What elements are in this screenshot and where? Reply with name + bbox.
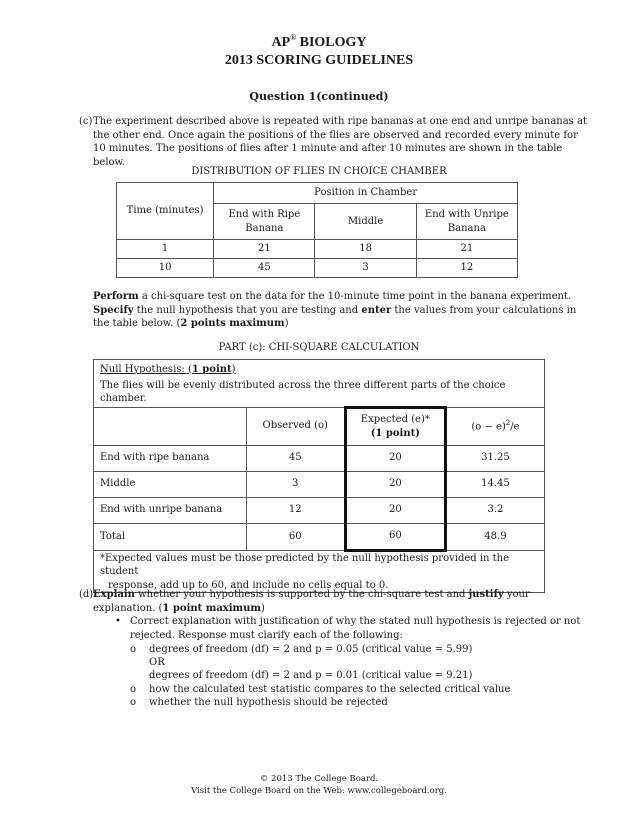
d-points: 1 point maximum: [162, 602, 261, 614]
col-chi: [445, 407, 544, 445]
table2-caption: PART (c): CHI-SQUARE CALCULATION: [218, 342, 420, 353]
explain-text: whether your hypothesis is supported by the chi-square test and: [134, 589, 469, 600]
col-middle: Middle: [315, 204, 416, 240]
d-close: ): [261, 602, 265, 614]
observed-cell: 3: [246, 471, 345, 497]
table-row: [94, 497, 545, 523]
chi-cell: 14.45: [445, 471, 544, 497]
justify-word: justify: [468, 589, 504, 600]
explain-word: Explain: [93, 589, 135, 600]
col-observed: Observed (o): [246, 407, 345, 445]
col-unripe: End with Unripe Banana: [416, 204, 517, 240]
expected-cell: 20: [345, 497, 445, 523]
justify-text: your: [503, 589, 530, 600]
table-row: [94, 523, 545, 550]
null-close: ): [231, 363, 236, 375]
sub1-line2: degrees of freedom (df) = 2 and p = 0.01 (critical value = 9.21): [149, 670, 473, 681]
sub1-or: OR: [149, 657, 165, 668]
observed-cell: 45: [246, 445, 345, 471]
specify-text: the null hypothesis that you are testing and: [133, 304, 362, 316]
bullet-line2: rejected. Response must clarify each of the following:: [130, 630, 403, 641]
part-d-text: [93, 588, 588, 615]
value-cell: 3: [315, 259, 416, 278]
title-prefix: AP: [271, 35, 291, 50]
expected-points: (1 point): [370, 427, 420, 439]
table-row: [117, 240, 518, 259]
chi-tail: /e: [510, 420, 520, 432]
expected-cell: 20: [345, 445, 445, 471]
null-hypothesis-label: [94, 360, 545, 379]
chi-cell: 3.2: [445, 497, 544, 523]
footnote: [94, 550, 545, 593]
sub-mark: o: [130, 684, 137, 695]
table1-caption: DISTRIBUTION OF FLIES IN CHOICE CHAMBER: [191, 166, 447, 177]
perform-text: a chi-square test on the data for the 10-minute time point in the banana experiment.: [138, 291, 572, 302]
close-paren: ): [284, 318, 289, 329]
sub-mark: o: [130, 697, 137, 708]
value-cell: 45: [214, 259, 315, 278]
row-label: Total: [94, 523, 247, 550]
footer-website: Visit the College Board on the Web: www.collegeboard.org.: [191, 786, 447, 796]
time-cell: 10: [117, 259, 214, 278]
observed-cell: 12: [246, 497, 345, 523]
col-ripe: End with Ripe Banana: [214, 204, 315, 240]
value-cell: 21: [416, 240, 517, 259]
enter-word: enter: [361, 304, 392, 316]
null-label: Null Hypothesis: (: [100, 363, 192, 375]
expected-cell: 60: [345, 523, 445, 550]
question-title: Question 1(continued): [249, 90, 389, 103]
perform-word: Perform: [93, 291, 139, 302]
title-suffix: BIOLOGY: [296, 35, 367, 50]
value-cell: 18: [315, 240, 416, 259]
table-row: [117, 259, 518, 278]
expected-cell: 20: [345, 471, 445, 497]
chi-cell: 48.9: [445, 523, 544, 550]
header-blank: [94, 407, 247, 445]
specify-word: Specify: [93, 304, 134, 316]
null-points: 1 point: [191, 363, 232, 375]
col-expected: [345, 407, 445, 445]
null-hypothesis-text: The flies will be evenly distributed across the three different parts of the choice chamber.: [94, 379, 545, 408]
row-label: Middle: [94, 471, 247, 497]
footnote-line1: *Expected values must be those predicted by the null hypothesis provided in the student: [100, 552, 510, 577]
chi-sup: 2: [505, 418, 511, 427]
chi-square-table: [93, 359, 545, 593]
value-cell: 21: [214, 240, 315, 259]
value-cell: 12: [416, 259, 517, 278]
observed-cell: 60: [246, 523, 345, 550]
row-label: End with unripe banana: [94, 497, 247, 523]
table-row: [94, 445, 545, 471]
part-c-label: (c): [79, 116, 93, 127]
sub3-text: whether the null hypothesis should be rejected: [149, 697, 388, 708]
time-header: Time (minutes): [117, 183, 214, 240]
registered-mark: ®: [290, 33, 297, 42]
part-d-label: (d): [79, 589, 94, 600]
bullet-line1: Correct explanation with justification of why the stated null hypothesis is rejected or not: [130, 616, 581, 627]
document-title: [0, 33, 638, 53]
enter-text: the values from your calculations in the table below. (: [93, 304, 577, 329]
time-cell: 1: [117, 240, 214, 259]
instructions: [93, 290, 588, 331]
part-c-text: The experiment described above is repeated with ripe bananas at one end and unripe bananas at the other end. Once again the positions of the flies are observed and recorded every minute for 10 minutes. The positions of flies after 1 minute and after 10 minutes are shown in the table below.: [93, 116, 587, 168]
document-subtitle: 2013 SCORING GUIDELINES: [224, 53, 414, 68]
sub-mark: o: [130, 644, 137, 655]
footer-copyright: © 2013 The College Board.: [259, 774, 379, 784]
row-label: End with ripe banana: [94, 445, 247, 471]
explanation-text: explanation. (: [93, 602, 163, 614]
fly-distribution-table: [116, 182, 518, 278]
bullet-mark: •: [115, 616, 121, 627]
position-header: Position in Chamber: [214, 183, 518, 204]
chi-cell: 31.25: [445, 445, 544, 471]
expected-label: Expected (e)*: [360, 414, 430, 425]
points-text: 2 points maximum: [180, 318, 285, 329]
footnote-line2: response, add up to 60, and include no cells equal to 0.: [108, 579, 389, 591]
chi-label: (o − e): [471, 420, 506, 432]
sub2-text: how the calculated test statistic compares to the selected critical value: [149, 684, 511, 695]
sub1-line1: degrees of freedom (df) = 2 and p = 0.05 (critical value = 5.99): [149, 644, 473, 655]
table-row: [94, 471, 545, 497]
